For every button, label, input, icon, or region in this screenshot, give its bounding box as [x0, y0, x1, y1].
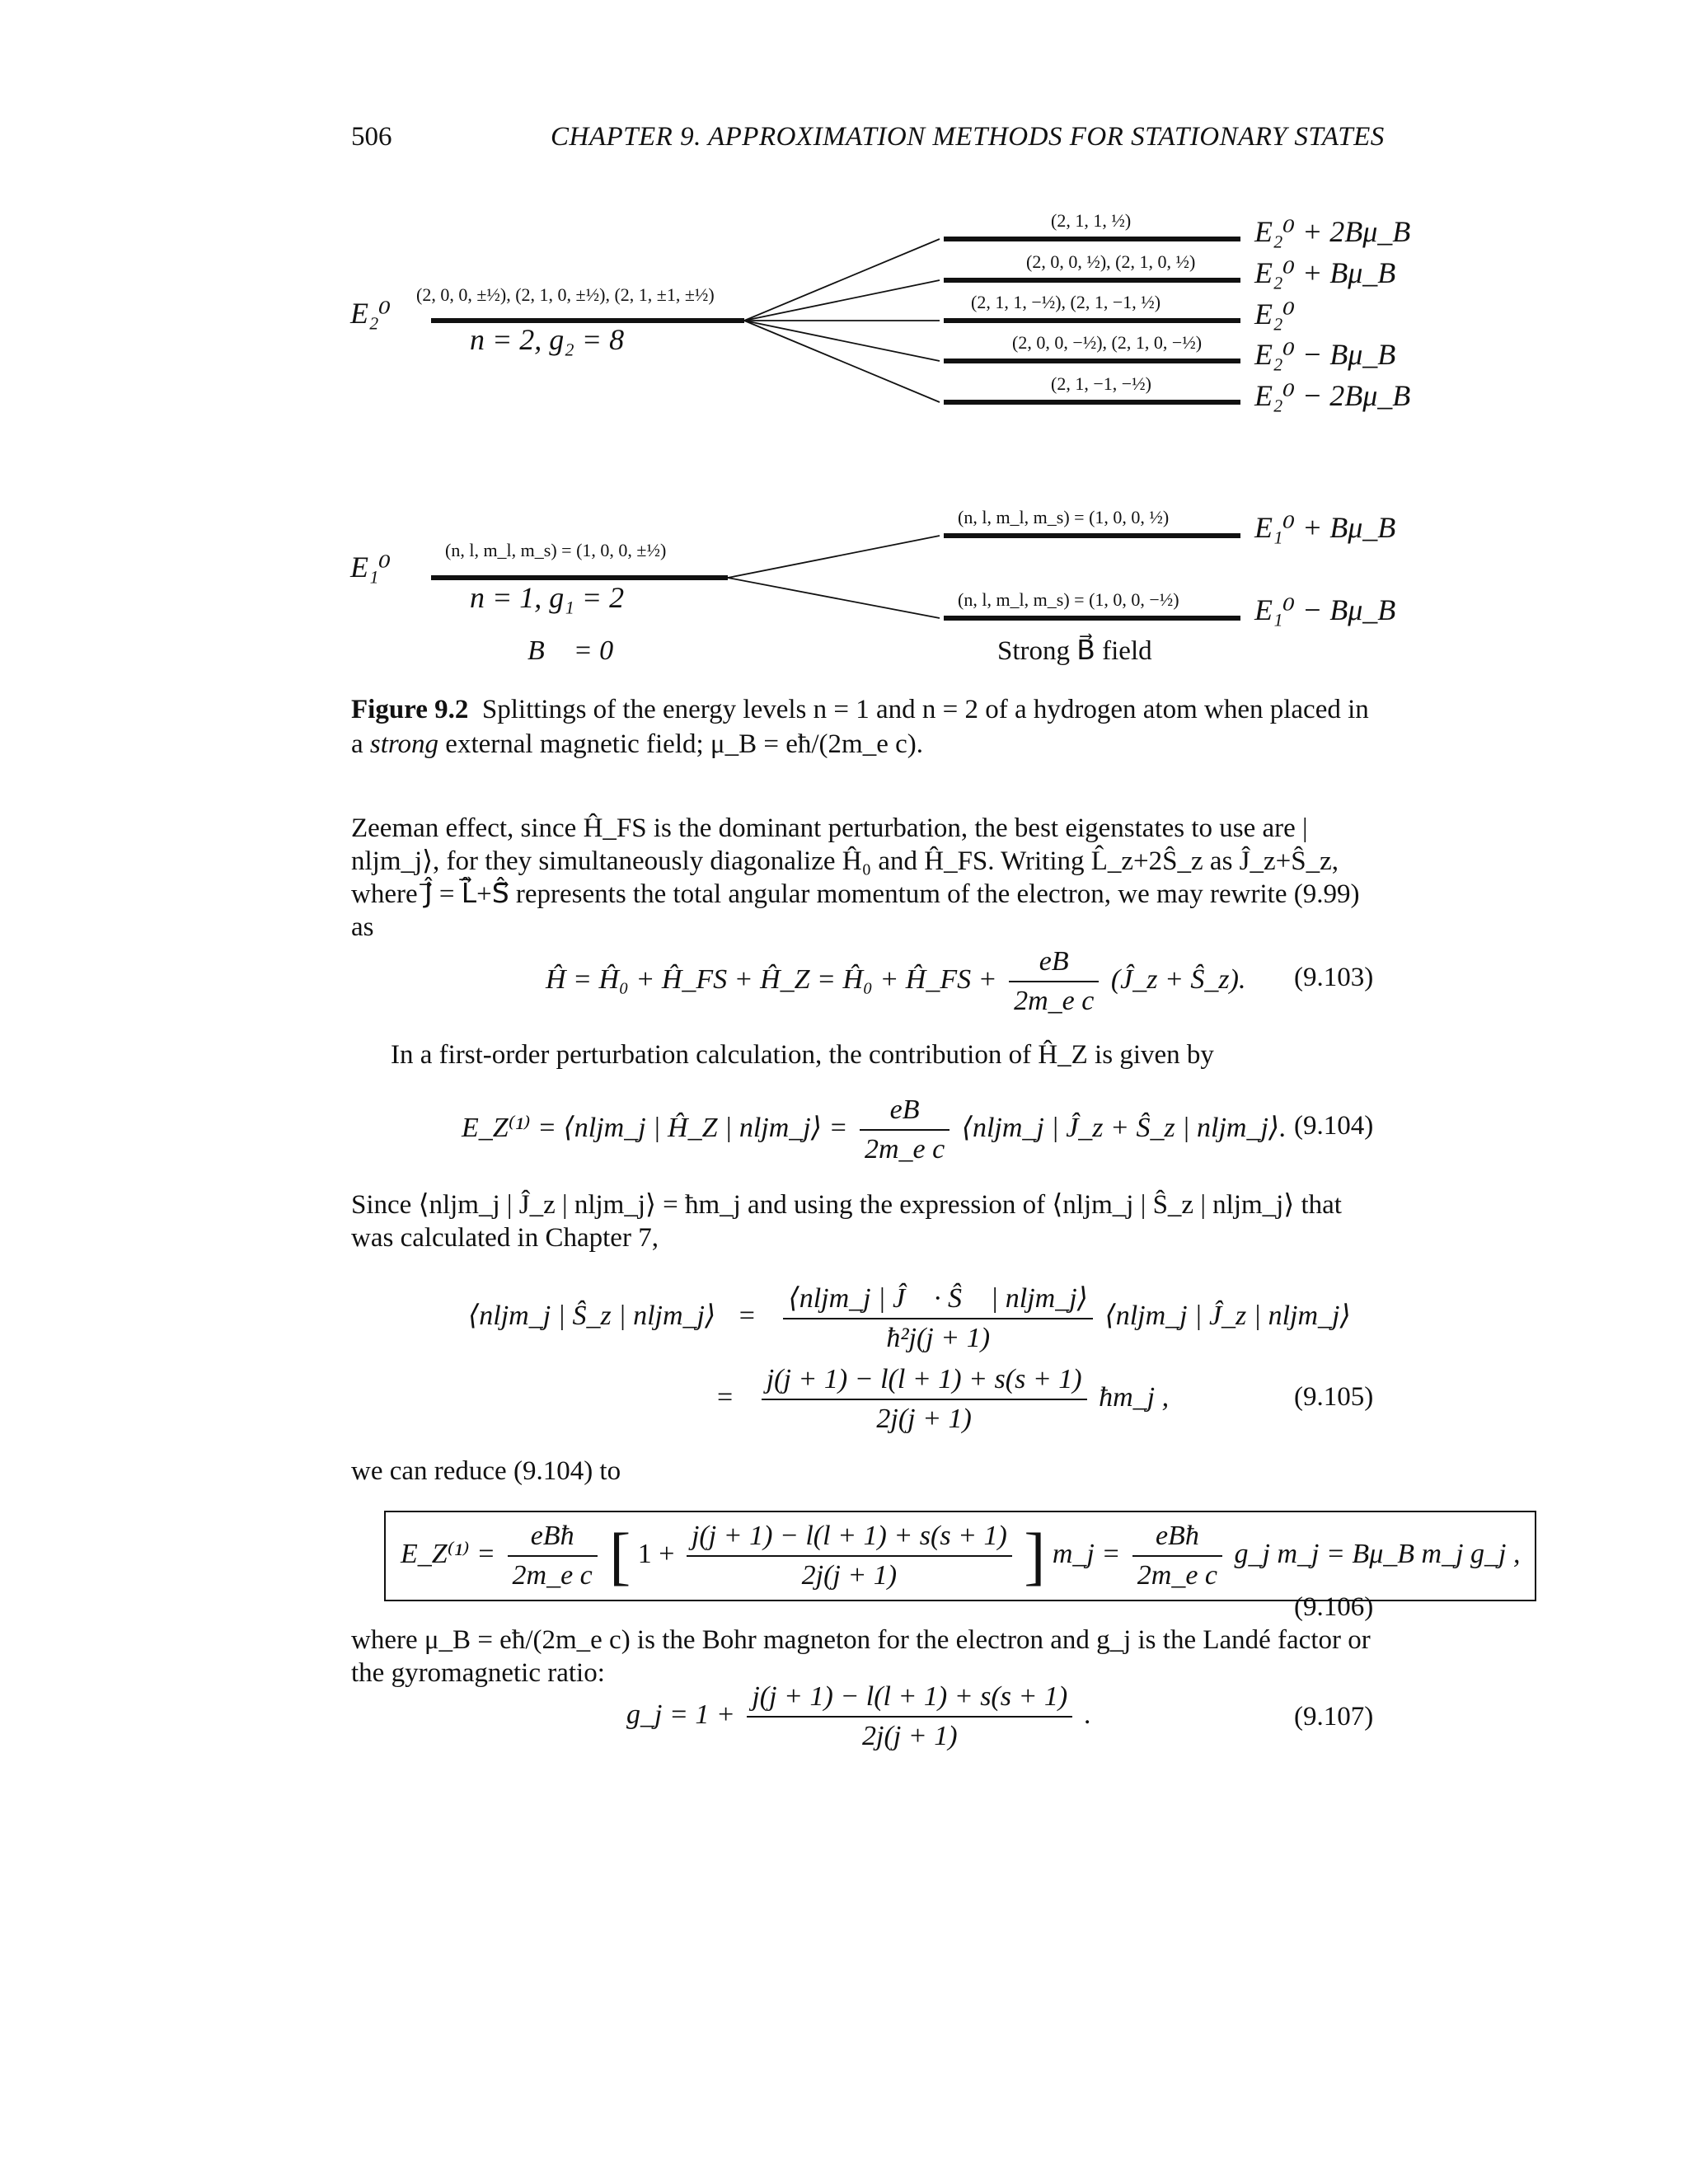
paragraph: where μ_B = eħ/(2m_e c) is the Bohr magneton for the electron and g_j is the Landé factor or the gyromagnetic ratio: [351, 1625, 1371, 1688]
e2-states-label: (2, 0, 0, ±½), (2, 1, 0, ±½), (2, 1, ±1, ±½) [416, 284, 715, 305]
equation-9-104 [462, 1094, 1287, 1165]
one-plus: 1 + [637, 1538, 675, 1569]
e2-level-states: (2, 0, 0, −½), (2, 1, 0, −½) [1012, 332, 1203, 353]
equation-fraction [747, 1681, 1072, 1752]
equation-number: (9.107) [1294, 1702, 1374, 1732]
equation-lhs: ⟨nljm_j | Ŝ_z | nljm_j⟩ [468, 1300, 716, 1331]
equation-number: (9.105) [1294, 1382, 1374, 1412]
e1-degeneracy-label: n = 1, g₁ = 2 [470, 581, 625, 614]
connector-line [744, 280, 940, 321]
caption-text: Splittings of the energy levels n = 1 and n = 2 of a hydrogen atom when placed in a [351, 695, 1369, 759]
connector-line [728, 578, 940, 618]
equation-fraction [1009, 946, 1099, 1017]
fraction-denominator: 2j(j + 1) [876, 1404, 972, 1434]
chapter-title: CHAPTER 9. APPROXIMATION METHODS FOR STATIONARY STATES [551, 122, 1385, 152]
fraction-denominator: 2j(j + 1) [801, 1560, 898, 1591]
e1-level-states: (n, l, m_l, m_s) = (1, 0, 0, −½) [958, 589, 1179, 610]
equation-fraction [762, 1364, 1087, 1435]
e2-level-energy: E₂⁰ − Bμ_B [1254, 338, 1396, 371]
fraction-denominator: 2j(j + 1) [862, 1721, 958, 1751]
equation-mid: m_j = [1052, 1538, 1121, 1569]
fraction-numerator: eB [860, 1094, 950, 1131]
e1-level-states: (n, l, m_l, m_s) = (1, 0, 0, ½) [958, 507, 1170, 527]
fraction-denominator: 2m_e c [864, 1134, 945, 1165]
equation-paren-term: (Ĵ_z + Ŝ_z) [1110, 963, 1239, 995]
left-bracket: [ [609, 1520, 631, 1591]
fraction-numerator: ⟨nljm_j | Ĵ⃗ · Ŝ⃗ | nljm_j⟩ [783, 1282, 1093, 1319]
fraction-denominator: ħ²j(j + 1) [886, 1323, 991, 1353]
e2-level-energy: E₂⁰ + Bμ_B [1254, 256, 1396, 289]
equation-number: (9.106) [1294, 1592, 1374, 1622]
fraction-numerator: j(j + 1) − l(l + 1) + s(s + 1) [762, 1364, 1087, 1400]
equation-tail: . [1084, 1699, 1092, 1730]
equation-lhs: E_Z⁽¹⁾ = [401, 1538, 496, 1569]
equation-fraction [508, 1521, 598, 1591]
equation-fraction [1132, 1521, 1222, 1591]
paragraph: In a first-order perturbation calculation, the contribution of Ĥ_Z is given by [391, 1040, 1214, 1070]
paragraph: we can reduce (9.104) to [351, 1456, 621, 1486]
paragraph: Zeeman effect, since Ĥ_FS is the dominant perturbation, the best eigenstates to use are | nljm_j⟩, for they simultaneously diagonalize Ĥ₀ and Ĥ_FS. Writing L̂_z+2Ŝ_z as Ĵ_z+Ŝ_z, where Ĵ⃗ = L̂⃗+Ŝ⃗ represents the total angular momentum of the electron, we may rewrite (9.99) as [351, 813, 1360, 942]
paragraph: Since ⟨nljm_j | Ĵ_z | nljm_j⟩ = ħm_j and using the expression of ⟨nljm_j | Ŝ_z | nljm_j⟩ that was calculated in Chapter 7, [351, 1190, 1342, 1253]
fraction-denominator: 2m_e c [512, 1560, 593, 1591]
equation-rhs: ⟨nljm_j | Ĵ_z | nljm_j⟩ [1104, 1300, 1351, 1331]
e2-level-states: (2, 0, 0, ½), (2, 1, 0, ½) [1026, 251, 1196, 272]
figure-label: Figure 9.2 [351, 695, 469, 724]
equation-lhs: Ĥ = Ĥ₀ + Ĥ_FS + Ĥ_Z = Ĥ₀ + Ĥ_FS + [546, 963, 997, 995]
connector-line [744, 321, 940, 402]
equation-9-105-line-1 [468, 1282, 1351, 1354]
equation-fraction [783, 1282, 1093, 1354]
fraction-numerator: eBħ [508, 1521, 598, 1557]
equals-sign: = [717, 1381, 734, 1413]
energy-level-diagram [0, 0, 1688, 725]
connector-line [744, 321, 940, 361]
e2-level-states: (2, 1, −1, −½) [1051, 373, 1151, 394]
equation-9-103 [546, 946, 1245, 1017]
e2-level-energy: E₂⁰ + 2Bμ_B [1254, 215, 1411, 248]
caption-text-end: external magnetic field; μ_B = eħ/(2m_e c). [445, 729, 923, 759]
e2-degeneracy-label: n = 2, g₂ = 8 [470, 323, 625, 356]
strong-field-label: Strong B⃗ field [997, 636, 1152, 666]
e1-states-label: (n, l, m_l, m_s) = (1, 0, 0, ±½) [445, 540, 667, 560]
figure-caption [351, 692, 1373, 762]
equation-number: (9.104) [1294, 1111, 1374, 1141]
e2-level-states: (2, 1, 1, ½) [1051, 210, 1132, 231]
equation-lhs: g_j = 1 + [626, 1699, 735, 1730]
equation-rhs: ⟨nljm_j | Ĵ_z + Ŝ_z | nljm_j⟩. [961, 1112, 1287, 1143]
equation-9-106-boxed [384, 1511, 1536, 1601]
equation-tail: g_j m_j = Bμ_B m_j g_j , [1234, 1538, 1521, 1569]
e1-level-energy: E₁⁰ − Bμ_B [1254, 593, 1396, 626]
page-number: 506 [351, 122, 392, 152]
e1-level-energy: E₁⁰ + Bμ_B [1254, 511, 1396, 544]
connector-line [744, 239, 940, 321]
fraction-numerator: j(j + 1) − l(l + 1) + s(s + 1) [747, 1681, 1072, 1718]
fraction-numerator: eBħ [1132, 1521, 1222, 1557]
fraction-denominator: 2m_e c [1014, 986, 1095, 1016]
e2-level-energy: E₂⁰ [1254, 298, 1295, 330]
fraction-numerator: j(j + 1) − l(l + 1) + s(s + 1) [687, 1521, 1012, 1557]
equation-rhs: ħm_j , [1099, 1381, 1170, 1413]
fraction-numerator: eB [1009, 946, 1099, 982]
e2-unperturbed-label: E₂⁰ [350, 297, 391, 330]
equation-9-107 [626, 1681, 1091, 1752]
caption-strong-word: strong [369, 729, 439, 759]
e1-unperturbed-label: E₁⁰ [350, 551, 391, 583]
equation-9-105-line-2 [717, 1364, 1169, 1435]
connector-line [728, 536, 940, 578]
equation-lhs: E_Z⁽¹⁾ = ⟨nljm_j | Ĥ_Z | nljm_j⟩ = [462, 1112, 848, 1143]
equation-tail: . [1238, 963, 1246, 995]
equals-sign: = [738, 1300, 755, 1331]
e2-level-energy: E₂⁰ − 2Bμ_B [1254, 379, 1411, 412]
e2-level-states: (2, 1, 1, −½), (2, 1, −1, ½) [971, 292, 1161, 312]
right-bracket: ] [1024, 1520, 1046, 1591]
fraction-denominator: 2m_e c [1137, 1560, 1218, 1591]
equation-fraction [860, 1094, 950, 1165]
equation-number: (9.103) [1294, 963, 1374, 992]
equation-fraction [687, 1521, 1012, 1591]
zero-field-label: B⃗ = 0 [528, 635, 614, 666]
